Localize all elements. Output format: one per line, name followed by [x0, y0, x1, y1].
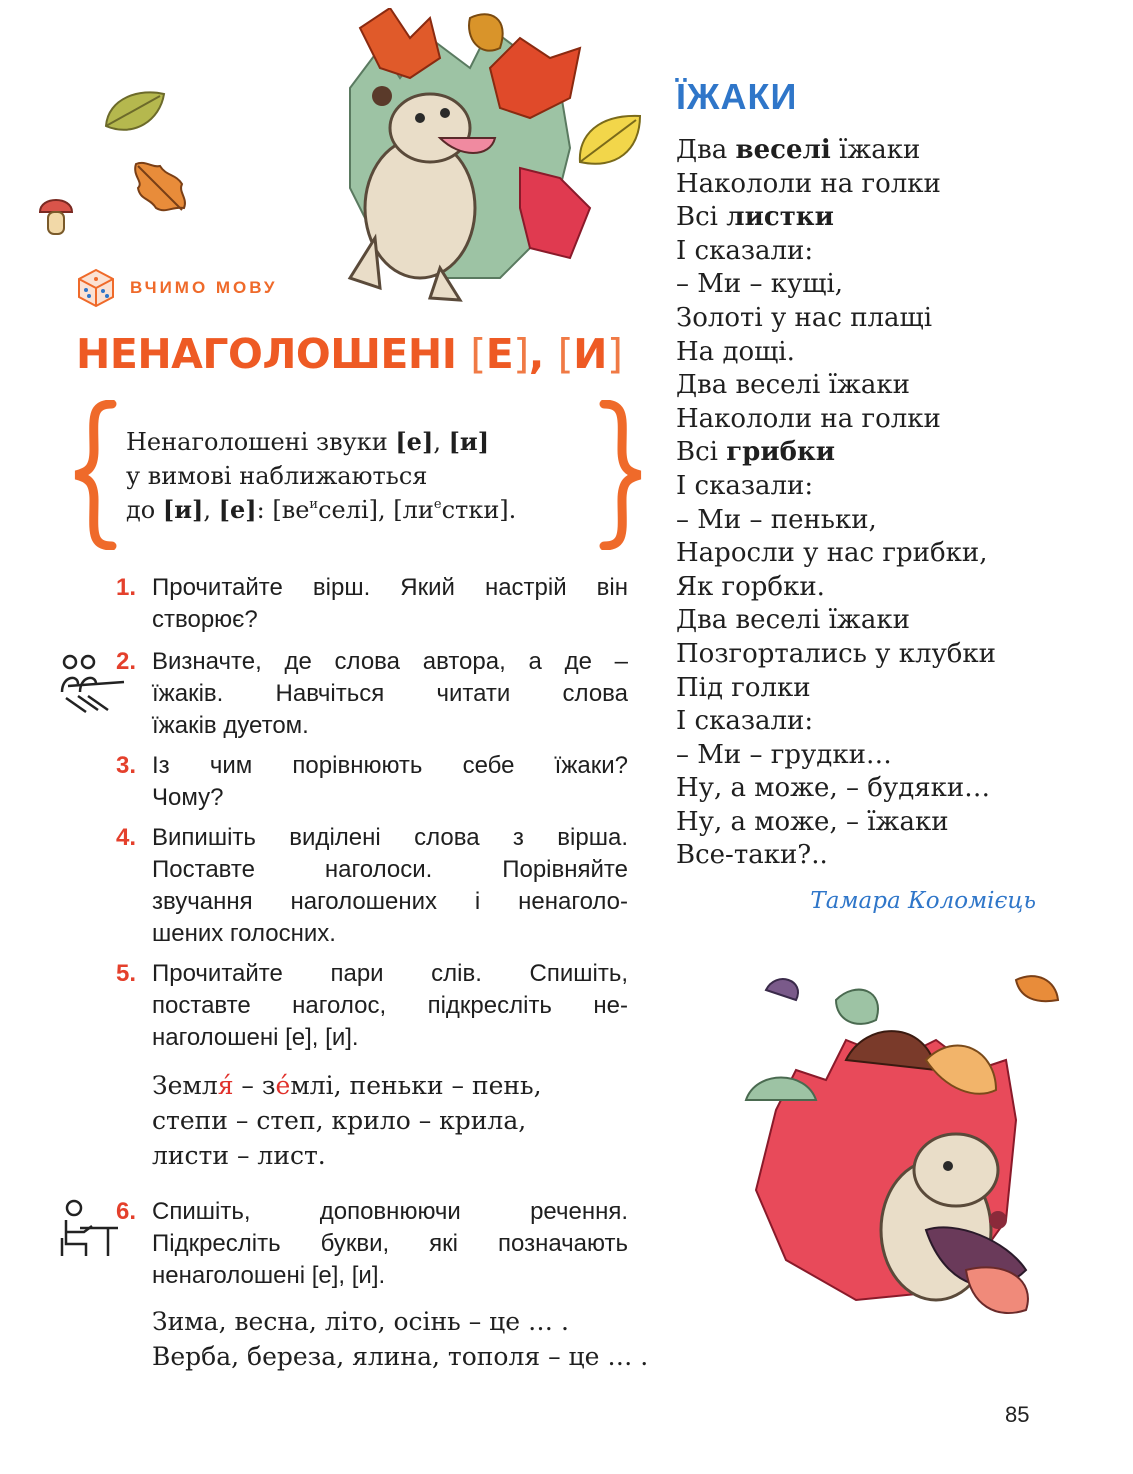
- poem-text: Два: [676, 135, 736, 165]
- task-6-example: [152, 1304, 648, 1374]
- mushroom-icon: [36, 190, 76, 240]
- poem-line: Два веселі їжаки: [676, 370, 910, 401]
- poem-line: – Ми – кущі,: [676, 269, 844, 300]
- task-4: [116, 822, 628, 950]
- rule-sound: [е]: [395, 427, 434, 456]
- poem-line: Наросли у нас грибки,: [676, 538, 988, 569]
- yellow-leaf-icon: [574, 110, 646, 172]
- rule-line: у вимові наближаються: [126, 462, 428, 490]
- poem-line: Позгортались у клубки: [676, 638, 996, 669]
- rule-line: [126, 425, 596, 459]
- highlighted-word: грибки: [726, 437, 836, 468]
- task-number: 6.: [116, 1198, 137, 1225]
- task-5-example: [152, 1068, 542, 1173]
- example-line: степи – степ, крило – крила,: [152, 1106, 527, 1135]
- rule-sound: [и]: [162, 495, 204, 524]
- poem-text: Всі: [676, 437, 727, 468]
- task-line: їжаків. Навчіться читати слова: [152, 680, 628, 707]
- task-1: [116, 572, 628, 636]
- task-line: Прочитайте вірш. Який настрій він: [152, 574, 628, 601]
- poem-author: Тамара Коломієць: [810, 888, 1036, 914]
- poem-line: І сказали:: [676, 706, 814, 737]
- rule-text: ,: [203, 496, 219, 524]
- brand-label: ВЧИМО МОВУ: [130, 278, 278, 297]
- task-line: ненаголошені [е], [и].: [152, 1262, 386, 1289]
- example-text: Земл: [152, 1071, 218, 1100]
- poem-line: Ну, а може, – будяки…: [676, 773, 991, 804]
- task-line: Поставте наголоси. Порівняйте: [152, 856, 628, 883]
- dice-icon: [76, 268, 116, 308]
- example-line: [152, 1068, 542, 1103]
- stressed-vowel: я́: [217, 1071, 234, 1100]
- title-comma: ,: [528, 330, 544, 378]
- poem-line: Під голки: [676, 672, 811, 703]
- task-line: шених голосних.: [152, 920, 336, 947]
- task-line: Спишіть, доповнюючи речення.: [152, 1198, 628, 1225]
- poem-body: [676, 134, 996, 873]
- rule-sound: [и]: [448, 427, 490, 456]
- poem-line: – Ми – грудки…: [676, 739, 892, 770]
- example-text: млі, пеньки – пень,: [290, 1071, 542, 1100]
- title-bracket: [: [470, 330, 486, 378]
- task-line: їжаків дуетом.: [152, 712, 309, 739]
- task-line: Підкресліть букви, які позначають: [152, 1230, 628, 1257]
- poem-line: [676, 201, 996, 235]
- poem-line: [676, 134, 996, 168]
- hedgehog-with-mushrooms-illustration: [736, 970, 1066, 1330]
- task-6: [116, 1196, 628, 1292]
- title-bracket: [: [557, 330, 574, 378]
- writing-at-desk-icon: [58, 1198, 120, 1260]
- task-number: 5.: [116, 960, 137, 987]
- task-3: [116, 750, 628, 814]
- rule-sound: [е]: [218, 495, 257, 524]
- highlighted-word: листки: [726, 202, 834, 233]
- title-vowel-e: Е: [485, 330, 514, 378]
- poem-line: На дощі.: [676, 336, 795, 367]
- right-brace-decoration: [598, 400, 644, 550]
- task-number: 3.: [116, 752, 137, 779]
- poem-line: [676, 436, 996, 470]
- task-5: [116, 958, 628, 1054]
- task-line: поставте наголос, підкресліть не-: [152, 992, 628, 1019]
- task-number: 2.: [116, 648, 137, 675]
- task-number: 1.: [116, 574, 137, 601]
- rule-text: селі], [ли: [318, 496, 434, 524]
- rule-superscript: и: [309, 497, 319, 512]
- task-line: звучання наголошених і ненаголо-: [152, 888, 628, 915]
- task-2: [116, 646, 628, 742]
- oak-leaf-icon: [126, 156, 196, 220]
- poem-text: їжаки: [830, 135, 921, 165]
- example-text: – з: [233, 1071, 276, 1100]
- task-line: Чому?: [152, 784, 224, 811]
- rule-text: до: [126, 496, 163, 524]
- task-line: створює?: [152, 606, 258, 633]
- poem-line: – Ми – пеньки,: [676, 504, 877, 535]
- poem-title: ЇЖАКИ: [676, 76, 798, 117]
- stressed-vowel: е́: [275, 1071, 291, 1100]
- title-bracket: ]: [513, 330, 529, 378]
- poem-line: Все-таки?..: [676, 840, 828, 871]
- poem-line: Як горбки.: [676, 571, 825, 602]
- poem-line: Золоті у нас плащі: [676, 302, 933, 333]
- rule-text: : [ве: [256, 496, 310, 524]
- example-line: листи – лист.: [152, 1141, 326, 1170]
- task-line: Випишіть виділені слова з вірша.: [152, 824, 628, 851]
- section-brand: [76, 268, 278, 308]
- task-line: Прочитайте пари слів. Спишіть,: [152, 960, 628, 987]
- example-line: Верба, береза, ялина, тополя – це … .: [152, 1342, 649, 1371]
- poem-line: І сказали:: [676, 235, 814, 266]
- highlighted-word: веселі: [735, 135, 831, 165]
- poem-line: Накололи на голки: [676, 403, 941, 434]
- task-line: наголошені [е], [и].: [152, 1024, 359, 1051]
- rule-superscript: е: [433, 497, 442, 512]
- hedgehog-with-leaves-illustration: [320, 8, 610, 308]
- task-line: Із чим порівнюють себе їжаки?: [152, 752, 628, 779]
- left-brace-decoration: [72, 400, 118, 550]
- page-number: 85: [1005, 1402, 1030, 1427]
- title-main: НЕНАГОЛОШЕНІ: [76, 330, 457, 378]
- rule-text: стки].: [441, 496, 517, 524]
- rule-line: [126, 493, 596, 527]
- poem-line: Ну, а може, – їжаки: [676, 806, 949, 837]
- poem-text: Всі: [676, 202, 727, 233]
- poem-line: І сказали:: [676, 470, 814, 501]
- poem-line: Два веселі їжаки: [676, 605, 910, 636]
- rule-text: ,: [433, 428, 449, 456]
- birch-leaf-icon: [100, 86, 170, 142]
- rule-text: Ненаголошені звуки: [126, 428, 396, 456]
- task-number: 4.: [116, 824, 137, 851]
- title-bracket: ]: [606, 330, 623, 378]
- title-vowel-y: И: [573, 330, 607, 378]
- task-line: Визначте, де слова автора, а де –: [152, 648, 628, 675]
- poem-line: Накололи на голки: [676, 168, 941, 199]
- rule-box: [126, 425, 596, 527]
- page-title: [76, 330, 622, 378]
- example-line: Зима, весна, літо, осінь – це … .: [152, 1307, 569, 1336]
